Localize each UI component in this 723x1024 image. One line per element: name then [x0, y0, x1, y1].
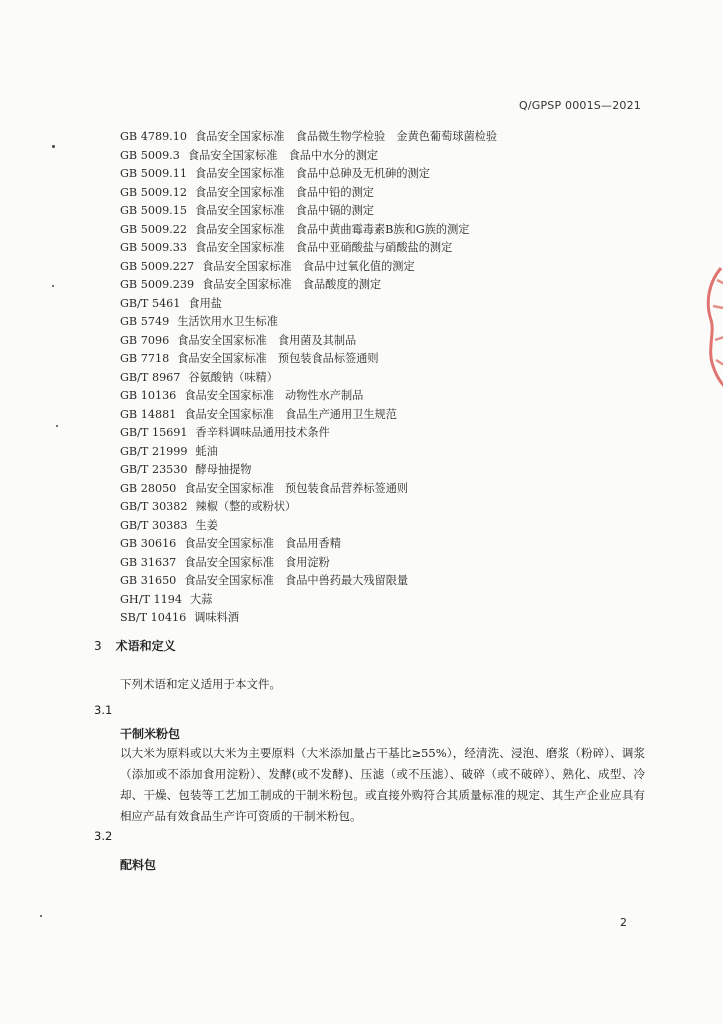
- reference-title: 大蒜: [189, 592, 213, 606]
- reference-title: 食品安全国家标准 食品中水分的测定: [187, 148, 379, 162]
- reference-code: GB 5009.239: [120, 278, 195, 291]
- reference-title: 辣椒（整的或粉状）: [195, 500, 297, 513]
- reference-code: GB 5009.227: [120, 259, 195, 273]
- reference-title: 食品安全国家标准 动物性水产制品: [184, 389, 364, 402]
- section-title: 术语和定义: [115, 639, 176, 653]
- reference-code: GB 4789.10: [120, 130, 187, 143]
- reference-title: 食品安全国家标准 预包装食品标签通则: [177, 352, 379, 365]
- reference-title: 食品安全国家标准 食品酸度的测定: [202, 278, 382, 291]
- reference-code: GB 5009.15: [120, 204, 187, 217]
- reference-item: [120, 517, 497, 536]
- scan-speck: [52, 145, 55, 148]
- reference-code: GB/T 21999: [120, 444, 188, 458]
- reference-title: 食品安全国家标准 食用淀粉: [184, 555, 330, 569]
- reference-code: GB 10136: [120, 389, 177, 402]
- reference-code: GB 5009.12: [120, 185, 187, 199]
- reference-item: [120, 554, 497, 573]
- reference-item: [120, 221, 497, 240]
- term-number: 3.1: [94, 703, 113, 717]
- reference-code: GB/T 8967: [120, 370, 181, 384]
- reference-title: 食品安全国家标准 食品中镉的测定: [194, 204, 374, 217]
- reference-title: 香辛料调味品通用技术条件: [195, 426, 330, 439]
- section-heading: [94, 637, 176, 654]
- reference-title: 谷氨酸钠（味精）: [188, 370, 278, 384]
- reference-title: 蚝油: [195, 444, 218, 458]
- reference-code: GB 5009.11: [120, 167, 187, 180]
- section-number: 3: [94, 639, 102, 653]
- scan-speck: [40, 915, 42, 917]
- normative-references-list: [120, 128, 497, 628]
- reference-title: 食品安全国家标准 食品中过氧化值的测定: [202, 259, 415, 273]
- reference-title: 调味料酒: [194, 611, 240, 624]
- reference-item: [120, 128, 497, 147]
- reference-code: GB 28050: [120, 481, 177, 495]
- reference-title: 生姜: [195, 518, 218, 532]
- reference-item: [120, 387, 497, 406]
- reference-code: GB 31637: [120, 555, 177, 569]
- reference-code: GB 14881: [120, 407, 177, 421]
- reference-code: GB 31650: [120, 574, 177, 587]
- scan-speck: [56, 425, 58, 427]
- reference-item: [120, 332, 497, 351]
- reference-title: 食品安全国家标准 食品中铅的测定: [194, 185, 374, 199]
- reference-title: 食品安全国家标准 食品生产通用卫生规范: [184, 407, 397, 421]
- reference-item: [120, 572, 497, 591]
- reference-item: [120, 165, 497, 184]
- reference-title: 食品安全国家标准 食品中黄曲霉毒素B族和G族的测定: [194, 222, 470, 236]
- reference-code: GB/T 30383: [120, 518, 188, 532]
- reference-item: [120, 258, 497, 277]
- reference-item: [120, 406, 497, 425]
- reference-title: 食品安全国家标准 食用菌及其制品: [177, 333, 357, 347]
- reference-item: [120, 202, 497, 221]
- red-seal-stamp-edge: [691, 262, 723, 392]
- term-name: 配料包: [120, 858, 157, 872]
- reference-item: [120, 147, 497, 166]
- reference-item: [120, 276, 497, 295]
- reference-title: 食品安全国家标准 预包装食品营养标签通则: [184, 481, 409, 495]
- reference-code: GB/T 30382: [120, 500, 188, 513]
- reference-title: 食品安全国家标准 食品中兽药最大残留限量: [184, 574, 409, 587]
- reference-item: [120, 535, 497, 554]
- reference-item: [120, 239, 497, 258]
- reference-title: 食用盐: [188, 296, 222, 310]
- reference-title: 食品安全国家标准 食品中亚硝酸盐与硝酸盐的测定: [194, 241, 453, 254]
- reference-title: 食品安全国家标准 食品用香精: [184, 537, 341, 550]
- reference-item: [120, 350, 497, 369]
- reference-code: GB 7718: [120, 352, 170, 365]
- reference-code: GB 5009.33: [120, 241, 187, 254]
- reference-code: GB 30616: [120, 537, 177, 550]
- reference-item: [120, 480, 497, 499]
- term-name: 干制米粉包: [120, 727, 181, 741]
- term-number: 3.2: [94, 829, 113, 843]
- page-number: 2: [620, 916, 627, 929]
- reference-title: 食品安全国家标准 食品微生物学检验 金黄色葡萄球菌检验: [194, 130, 498, 143]
- reference-item: [120, 424, 497, 443]
- reference-item: [120, 443, 497, 462]
- reference-item: [120, 295, 497, 314]
- reference-code: SB/T 10416: [120, 611, 187, 624]
- reference-item: [120, 609, 497, 628]
- reference-code: GB/T 23530: [120, 463, 188, 476]
- reference-item: [120, 184, 497, 203]
- reference-title: 酵母抽提物: [195, 463, 252, 476]
- reference-title: 食品安全国家标准 食品中总砷及无机砷的测定: [194, 167, 430, 180]
- reference-code: GB 5009.22: [120, 222, 187, 236]
- reference-item: [120, 313, 497, 332]
- document-code: Q/GPSP 0001S—2021: [518, 99, 641, 112]
- reference-title: 生活饮用水卫生标准: [177, 315, 278, 328]
- scan-speck: [52, 285, 54, 287]
- reference-code: GB 5009.3: [120, 148, 180, 162]
- reference-code: GB/T 5461: [120, 296, 181, 310]
- reference-item: [120, 591, 497, 610]
- section-intro: 下列术语和定义适用于本文件。: [120, 677, 281, 691]
- term-definition: 以大米为原料或以大米为主要原料（大米添加量占干基比≥55%），经清洗、浸泡、磨浆（粉碎）、调浆（添加或不添加食用淀粉）、发酵(或不发酵)、压滤（或不压滤）、破碎（或不破碎）、熟化、成型、冷却、干燥、包装等工艺加工制成的干制米粉包。或直接外购符合其质量标准的规定、其生产企业应具有相应产品有效食品生产许可资质的干制米粉包。: [120, 746, 645, 823]
- reference-item: [120, 369, 497, 388]
- reference-code: GH/T 1194: [120, 592, 182, 606]
- reference-code: GB/T 15691: [120, 426, 188, 439]
- reference-item: [120, 461, 497, 480]
- reference-code: GB 5749: [120, 315, 170, 328]
- reference-code: GB 7096: [120, 333, 170, 347]
- reference-item: [120, 498, 497, 517]
